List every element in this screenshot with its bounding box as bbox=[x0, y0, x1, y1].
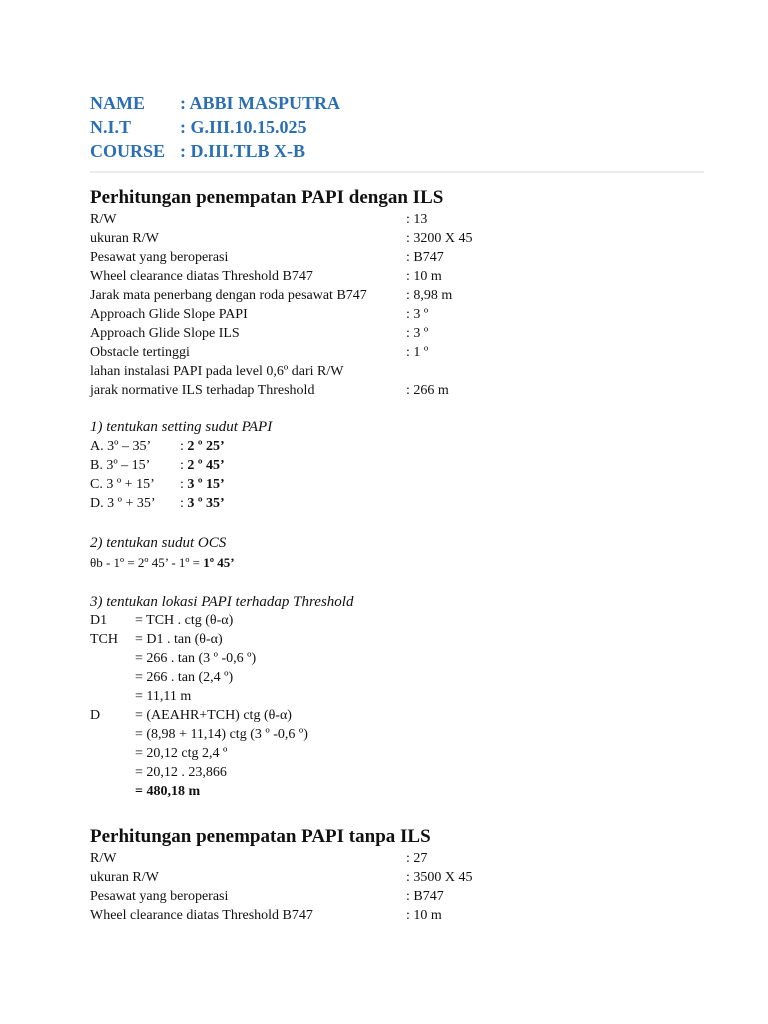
row-value: : B747 bbox=[406, 250, 444, 265]
row-label: Wheel clearance diatas Threshold B747 bbox=[90, 269, 313, 284]
calc-expr: = TCH . ctg (θ-α) bbox=[135, 613, 234, 628]
q2-expression bbox=[90, 555, 235, 571]
row-label: ukuran R/W bbox=[90, 231, 159, 246]
calc-term: D1 bbox=[90, 613, 108, 628]
calc-term: D bbox=[90, 708, 101, 723]
calc-expr: = 20,12 ctg 2,4 º bbox=[135, 746, 228, 761]
row-value: : 266 m bbox=[406, 383, 449, 398]
calc-expr: = 266 . tan (3 º -0,6 º) bbox=[135, 651, 257, 666]
row-value: : 1 º bbox=[406, 345, 429, 360]
divider bbox=[90, 171, 704, 173]
nit-value: : G.III.10.15.025 bbox=[180, 117, 307, 137]
q2-expr: θb - 1º = 2º 45’ - 1º = bbox=[90, 555, 204, 570]
row-label: Pesawat yang beroperasi bbox=[90, 250, 229, 265]
row-label: Jarak mata penerbang dengan roda pesawat B747 bbox=[90, 288, 367, 303]
calc-expr: = D1 . tan (θ-α) bbox=[135, 632, 223, 647]
answer-value: : 3 º 15’ bbox=[180, 477, 225, 492]
name-value: : ABBI MASPUTRA bbox=[180, 93, 341, 113]
calc-expr: = (8,98 + 11,14) ctg (3 º -0,6 º) bbox=[135, 727, 308, 742]
q1-answer bbox=[90, 477, 225, 493]
row-value: : 8,98 m bbox=[406, 288, 453, 303]
q1-answer bbox=[90, 496, 225, 512]
course-line bbox=[90, 141, 305, 162]
q1-answer bbox=[90, 458, 225, 474]
row-value: : 10 m bbox=[406, 908, 442, 923]
calc-expr: = 20,12 . 23,866 bbox=[135, 765, 227, 780]
section1-title: Perhitungan penempatan PAPI dengan ILS bbox=[90, 187, 444, 208]
calc-term: TCH bbox=[90, 632, 118, 647]
q3-heading: 3) tentukan lokasi PAPI terhadap Threshold bbox=[90, 594, 354, 610]
calc-expr: = 11,11 m bbox=[135, 689, 192, 704]
answer-label: A. 3º – 35’ bbox=[90, 439, 152, 454]
row-label: Approach Glide Slope PAPI bbox=[90, 307, 248, 322]
calc-expr: = (AEAHR+TCH) ctg (θ-α) bbox=[135, 708, 292, 723]
row-label: jarak normative ILS terhadap Threshold bbox=[90, 383, 315, 398]
row-label: lahan instalasi PAPI pada level 0,6º dari R/W bbox=[90, 364, 344, 379]
row-value: : 3200 X 45 bbox=[406, 231, 473, 246]
row-label: ukuran R/W bbox=[90, 870, 159, 885]
name-line bbox=[90, 93, 340, 114]
name-label: NAME bbox=[90, 93, 145, 113]
row-label: R/W bbox=[90, 851, 117, 866]
row-label: Obstacle tertinggi bbox=[90, 345, 190, 360]
section2-title: Perhitungan penempatan PAPI tanpa ILS bbox=[90, 826, 431, 847]
q2-result: 1º 45’ bbox=[203, 555, 235, 570]
row-value: : 27 bbox=[406, 851, 428, 866]
row-label: Approach Glide Slope ILS bbox=[90, 326, 240, 341]
row-value: : 13 bbox=[406, 212, 428, 227]
answer-label: C. 3 º + 15’ bbox=[90, 477, 155, 492]
course-label: COURSE bbox=[90, 141, 166, 161]
q2-heading: 2) tentukan sudut OCS bbox=[90, 535, 227, 551]
row-label: R/W bbox=[90, 212, 117, 227]
q1-answer bbox=[90, 439, 225, 455]
calc-result: = 480,18 m bbox=[135, 784, 201, 799]
row-value: : B747 bbox=[406, 889, 444, 904]
answer-value: : 2 º 25’ bbox=[180, 439, 225, 454]
course-value: : D.III.TLB X-B bbox=[180, 141, 306, 161]
row-value: : 10 m bbox=[406, 269, 442, 284]
row-value: : 3500 X 45 bbox=[406, 870, 473, 885]
answer-value: : 2 º 45’ bbox=[180, 458, 225, 473]
answer-label: D. 3 º + 35’ bbox=[90, 496, 156, 511]
calc-expr: = 266 . tan (2,4 º) bbox=[135, 670, 234, 685]
row-label: Wheel clearance diatas Threshold B747 bbox=[90, 908, 313, 923]
q1-heading: 1) tentukan setting sudut PAPI bbox=[90, 419, 273, 435]
nit-label: N.I.T bbox=[90, 117, 132, 137]
row-label: Pesawat yang beroperasi bbox=[90, 889, 229, 904]
row-value: : 3 º bbox=[406, 326, 429, 341]
answer-label: B. 3º – 15’ bbox=[90, 458, 151, 473]
nit-line bbox=[90, 117, 307, 138]
row-value: : 3 º bbox=[406, 307, 429, 322]
answer-value: : 3 º 35’ bbox=[180, 496, 225, 511]
